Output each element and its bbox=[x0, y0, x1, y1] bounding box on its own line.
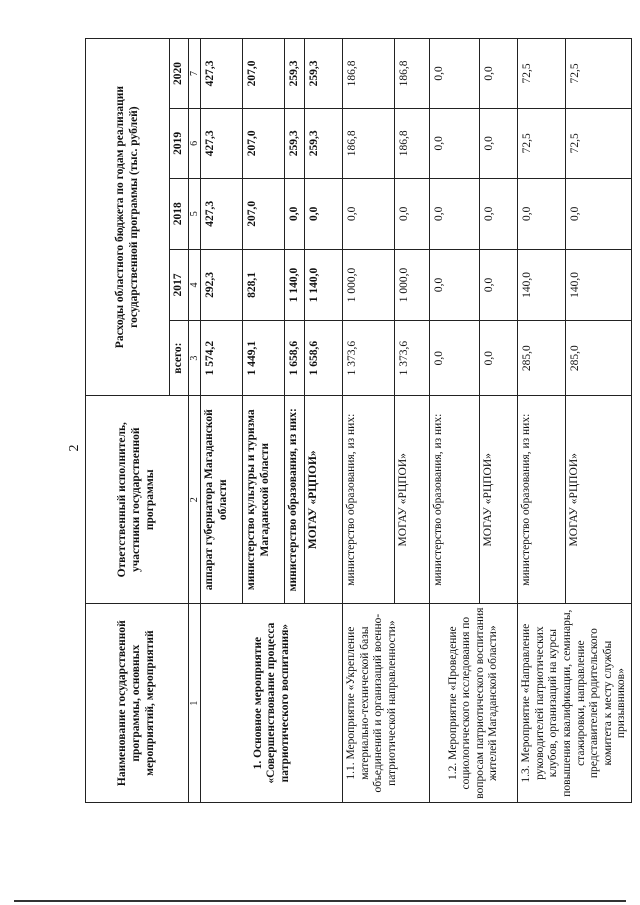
value-cell: 1 000,0 bbox=[343, 249, 395, 320]
value-cell: 0,0 bbox=[430, 321, 480, 396]
value-cell: 1 449,1 bbox=[243, 321, 285, 396]
value-cell: 0,0 bbox=[285, 178, 305, 249]
value-cell: 72,5 bbox=[518, 108, 565, 178]
index-cell: 2 bbox=[188, 396, 201, 604]
header-name: Наименование государственной программы, основных мероприятий, мероприятий bbox=[86, 604, 189, 803]
header-year: 2018 bbox=[170, 178, 189, 249]
activity-name: 1.2. Мероприятие «Проведение социологического исследования по вопросам патриотического воспитания жителей Магаданской области» bbox=[430, 604, 518, 803]
executor-cell: министерство образования, из них: bbox=[285, 396, 305, 604]
value-cell: 186,8 bbox=[343, 108, 395, 178]
value-cell: 259,3 bbox=[305, 39, 343, 109]
value-cell: 1 658,6 bbox=[305, 321, 343, 396]
value-cell: 1 373,6 bbox=[343, 321, 395, 396]
page-number: 2 bbox=[67, 444, 82, 452]
value-cell: 259,3 bbox=[305, 108, 343, 178]
executor-cell: министерство образования, из них: bbox=[343, 396, 395, 604]
table-row bbox=[518, 39, 565, 803]
value-cell: 72,5 bbox=[565, 39, 631, 109]
index-cell: 1 bbox=[188, 604, 201, 803]
executor-cell: МОГАУ «РЦПОИ» bbox=[305, 396, 343, 604]
value-cell: 0,0 bbox=[343, 178, 395, 249]
header-executor: Ответственный исполнитель, участники государственной программы bbox=[86, 396, 189, 604]
executor-cell: МОГАУ «РЦПОИ» bbox=[395, 396, 430, 604]
executor-cell: МОГАУ «РЦПОИ» bbox=[565, 396, 631, 604]
value-cell: 0,0 bbox=[430, 249, 480, 320]
value-cell: 72,5 bbox=[565, 108, 631, 178]
value-cell: 186,8 bbox=[395, 39, 430, 109]
value-cell: 1 574,2 bbox=[201, 321, 243, 396]
index-cell: 6 bbox=[188, 108, 201, 178]
value-cell: 0,0 bbox=[305, 178, 343, 249]
activity-name: 1.1. Мероприятие «Укрепление материально-технической базы объединений и организаций военно-патриотической направленности» bbox=[343, 604, 430, 803]
index-cell: 7 bbox=[188, 39, 201, 109]
table-row bbox=[343, 39, 395, 803]
activity-name: 1.3. Мероприятие «Направление руководителей патриотических клубов, организаций на курсы повышения квалификации, семинары, стажировки, направление представителей родительского комитета к месту службы призывников» bbox=[518, 604, 632, 803]
budget-table bbox=[85, 38, 632, 803]
value-cell: 0,0 bbox=[480, 178, 518, 249]
value-cell: 828,1 bbox=[243, 249, 285, 320]
rotated-table-wrapper bbox=[85, 38, 628, 803]
value-cell: 0,0 bbox=[395, 178, 430, 249]
table-row bbox=[201, 39, 243, 803]
value-cell: 292,3 bbox=[201, 249, 243, 320]
value-cell: 427,3 bbox=[201, 39, 243, 109]
value-cell: 285,0 bbox=[518, 321, 565, 396]
value-cell: 0,0 bbox=[480, 321, 518, 396]
value-cell: 207,0 bbox=[243, 108, 285, 178]
value-cell: 0,0 bbox=[430, 108, 480, 178]
value-cell: 207,0 bbox=[243, 178, 285, 249]
executor-cell: МОГАУ «РЦПОИ» bbox=[480, 396, 518, 604]
header-year: 2020 bbox=[170, 39, 189, 109]
value-cell: 427,3 bbox=[201, 178, 243, 249]
header-total: всего: bbox=[170, 321, 189, 396]
executor-cell: министерство культуры и туризма Магаданской области bbox=[243, 396, 285, 604]
value-cell: 0,0 bbox=[480, 249, 518, 320]
table-row bbox=[430, 39, 480, 803]
header-year: 2019 bbox=[170, 108, 189, 178]
activity-name: 1. Основное мероприятие «Совершенствование процесса патриотического воспитания» bbox=[201, 604, 343, 803]
value-cell: 285,0 bbox=[565, 321, 631, 396]
index-cell: 3 bbox=[188, 321, 201, 396]
value-cell: 186,8 bbox=[343, 39, 395, 109]
index-cell: 5 bbox=[188, 178, 201, 249]
page-bottom-rule bbox=[14, 900, 626, 902]
value-cell: 1 658,6 bbox=[285, 321, 305, 396]
value-cell: 259,3 bbox=[285, 108, 305, 178]
header-year: 2017 bbox=[170, 249, 189, 320]
value-cell: 0,0 bbox=[480, 39, 518, 109]
value-cell: 259,3 bbox=[285, 39, 305, 109]
value-cell: 1 140,0 bbox=[305, 249, 343, 320]
value-cell: 0,0 bbox=[430, 178, 480, 249]
value-cell: 1 000,0 bbox=[395, 249, 430, 320]
value-cell: 140,0 bbox=[565, 249, 631, 320]
value-cell: 0,0 bbox=[480, 108, 518, 178]
value-cell: 427,3 bbox=[201, 108, 243, 178]
value-cell: 1 140,0 bbox=[285, 249, 305, 320]
value-cell: 1 373,6 bbox=[395, 321, 430, 396]
value-cell: 186,8 bbox=[395, 108, 430, 178]
value-cell: 0,0 bbox=[430, 39, 480, 109]
value-cell: 140,0 bbox=[518, 249, 565, 320]
index-cell: 4 bbox=[188, 249, 201, 320]
value-cell: 72,5 bbox=[518, 39, 565, 109]
value-cell: 207,0 bbox=[243, 39, 285, 109]
value-cell: 0,0 bbox=[565, 178, 631, 249]
executor-cell: аппарат губернатора Магаданской области bbox=[201, 396, 243, 604]
executor-cell: министерство образования, из них: bbox=[430, 396, 480, 604]
header-budget: Расходы областного бюджета по годам реализации государственной программы (тыс. рублей) bbox=[86, 39, 170, 396]
executor-cell: министерство образования, из них: bbox=[518, 396, 565, 604]
value-cell: 0,0 bbox=[518, 178, 565, 249]
